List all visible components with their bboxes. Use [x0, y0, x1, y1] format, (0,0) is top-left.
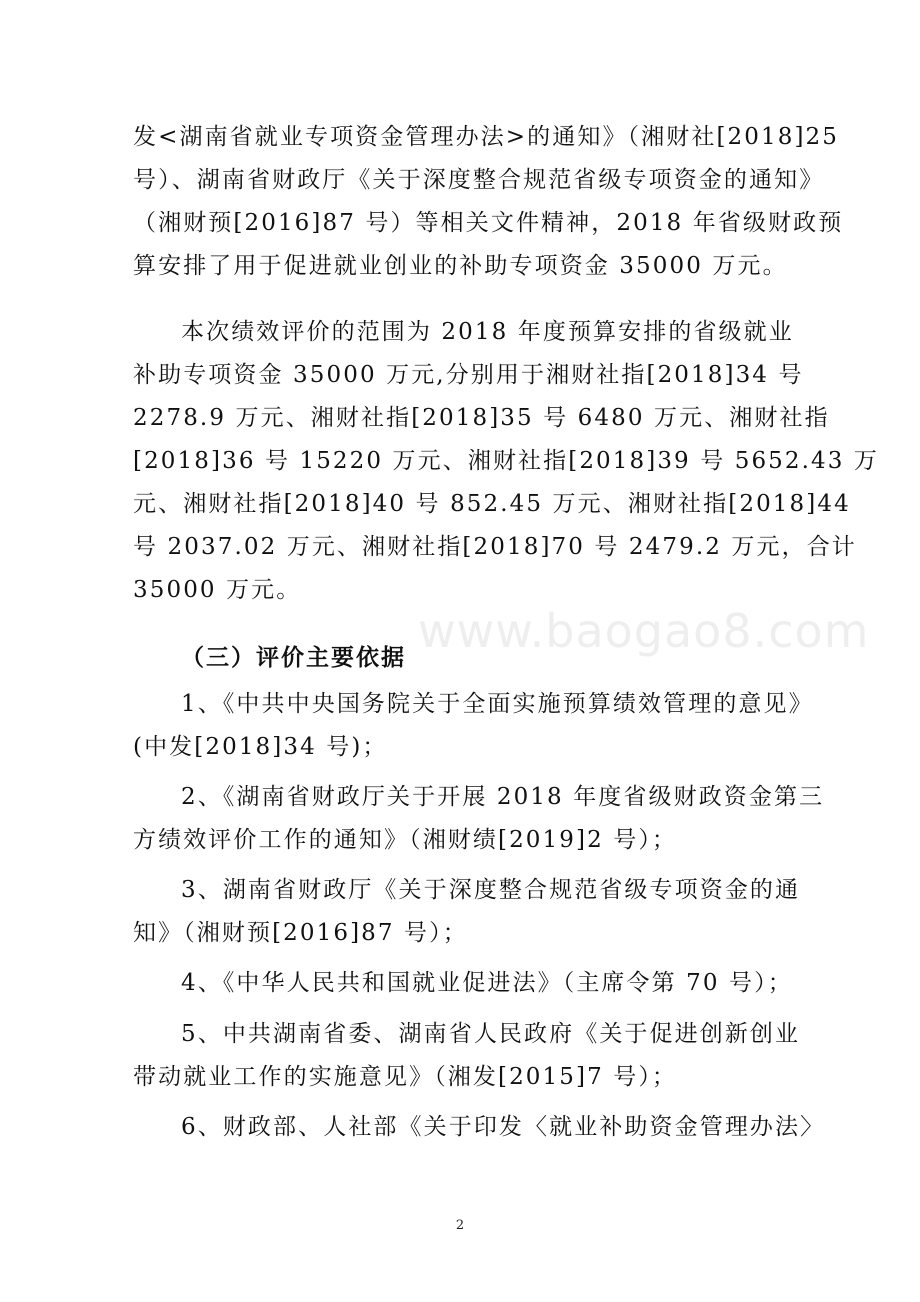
- paragraph-evaluation-scope: [133, 311, 880, 612]
- text-line: 号 2037.02 万元、湘财社指[2018]70 号 2479.2 万元，合计: [133, 534, 857, 560]
- basis-item-1: [133, 683, 814, 769]
- text-line: [2018]36 号 15220 万元、湘财社指[2018]39 号 5652.43 万: [133, 448, 880, 474]
- text-line: 带动就业工作的实施意见》（湘发[2015]7 号）；: [133, 1064, 678, 1090]
- text-line: (中发[2018]34 号)；: [133, 734, 388, 760]
- text-line: 1、《中共中央国务院关于全面实施预算绩效管理的意见》: [181, 691, 814, 717]
- text-line: 补助专项资金 35000 万元,分别用于湘财社指[2018]34 号: [133, 362, 804, 388]
- text-line: 发<湖南省就业专项资金管理办法>的通知》（湘财社[2018]25: [133, 124, 839, 150]
- text-line: 6、财政部、人社部《关于印发〈就业补助资金管理办法〉: [181, 1114, 826, 1140]
- text-line: 2278.9 万元、湘财社指[2018]35 号 6480 万元、湘财社指: [133, 405, 830, 431]
- text-line: 3、湖南省财政厅《关于深度整合规范省级专项资金的通: [181, 877, 801, 903]
- text-line: 2、《湖南省财政厅关于开展 2018 年度省级财政资金第三: [181, 784, 825, 810]
- text-line: 4、《中华人民共和国就业促进法》（主席令第 70 号）；: [181, 970, 793, 996]
- text-line: 号）、湖南省财政厅《关于深度整合规范省级专项资金的通知》: [133, 167, 825, 193]
- basis-item-5: [133, 1013, 801, 1099]
- heading-evaluation-basis: （三）评价主要依据: [181, 644, 406, 671]
- text-line: 元、湘财社指[2018]40 号 852.45 万元、湘财社指[2018]44: [133, 491, 851, 517]
- basis-item-6: [133, 1106, 826, 1149]
- text-line: 5、中共湖南省委、湖南省人民政府《关于促进创新创业: [181, 1021, 801, 1047]
- text-line: 知》（湘财预[2016]87 号）；: [133, 920, 468, 946]
- basis-item-4: [133, 962, 793, 1005]
- basis-item-3: [133, 869, 801, 955]
- text-line: 35000 万元。: [133, 577, 302, 603]
- text-line: 算安排了用于促进就业创业的补助专项资金 35000 万元。: [133, 253, 788, 279]
- text-line: （湘财预[2016]87 号）等相关文件精神，2018 年省级财政预: [133, 210, 844, 236]
- text-line: 本次绩效评价的范围为 2018 年度预算安排的省级就业: [181, 319, 794, 345]
- page-number: 2: [455, 1218, 465, 1233]
- watermark: www.baogao8.com: [418, 604, 870, 658]
- paragraph-funding-basis: [133, 116, 844, 288]
- text-line: 方绩效评价工作的通知》（湘财绩[2019]2 号）；: [133, 827, 678, 853]
- basis-item-2: [133, 776, 825, 862]
